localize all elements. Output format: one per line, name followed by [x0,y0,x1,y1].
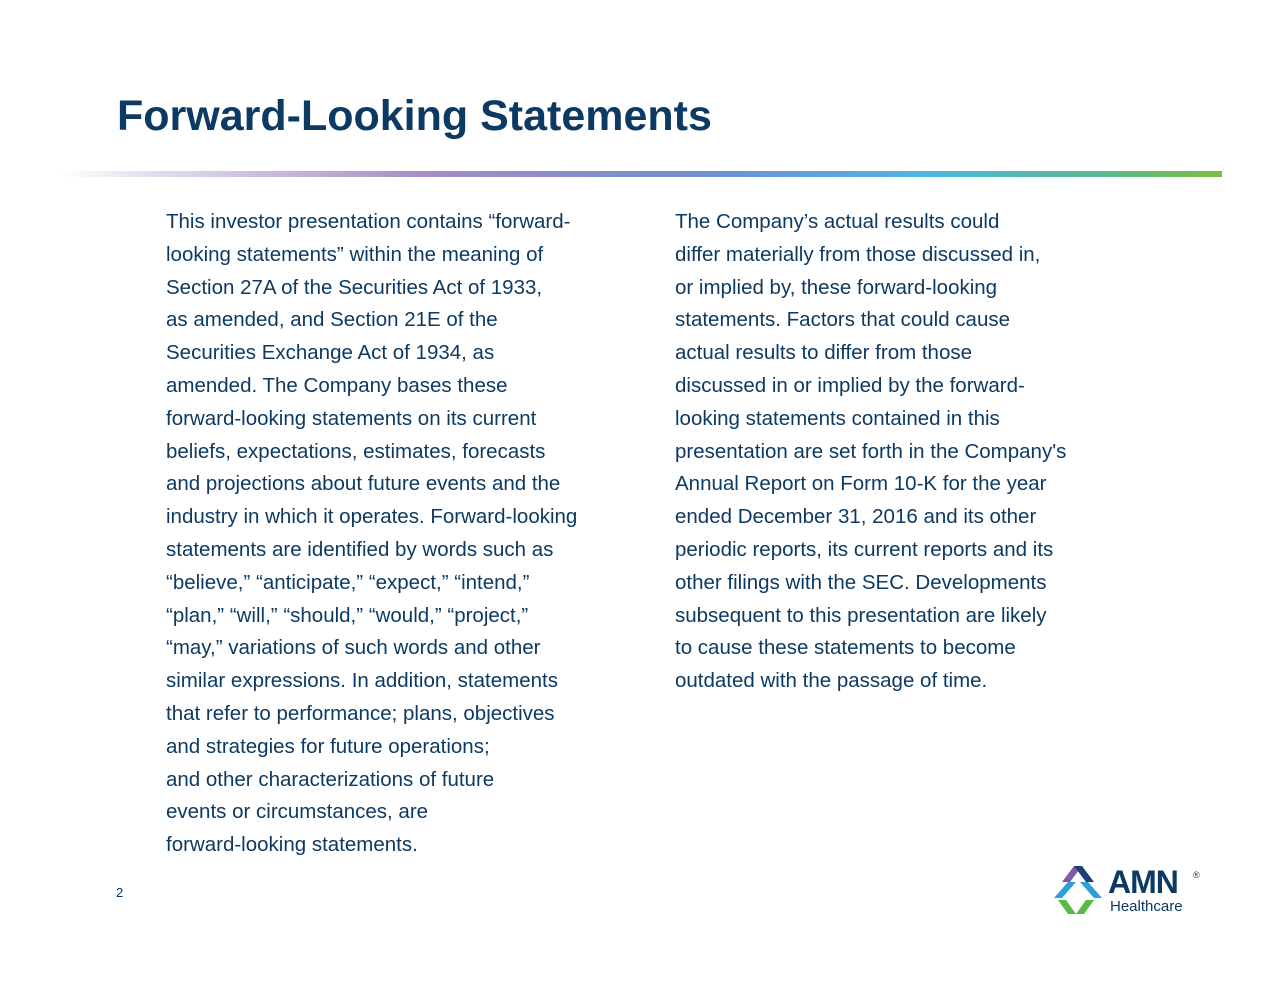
right-text-column [675,206,1125,698]
left-text-column [166,206,636,862]
text-line: ended December 31, 2016 and its other [675,505,1037,529]
text-line: and other characterizations of future [166,767,495,791]
text-line: differ materially from those discussed in, [675,242,1041,266]
text-line: discussed in or implied by the forward- [675,373,1025,397]
company-logo [1052,864,1212,920]
text-line: as amended, and Section 21E of the [166,308,498,332]
logo-wordmark: AMN [1108,864,1178,900]
text-line: other filings with the SEC. Developments [675,570,1047,594]
text-line: looking statements” within the meaning of [166,242,544,266]
text-line: industry in which it operates. Forward-looking [166,505,578,529]
text-line: The Company’s actual results could [675,210,1000,233]
text-line: forward-looking statements on its current [166,406,537,430]
page-number: 2 [116,885,124,900]
text-line: statements are identified by words such as [166,537,554,561]
text-line: subsequent to this presentation are likely [675,603,1047,627]
text-line: and strategies for future operations; [166,734,490,758]
text-line: and projections about future events and the [166,472,561,496]
text-line: events or circumstances, are [166,800,429,824]
gradient-divider [60,171,1222,177]
text-line: “plan,” “will,” “should,” “would,” “project,” [166,603,529,627]
text-line: “may,” variations of such words and other [166,636,541,660]
text-line: amended. The Company bases these [166,373,508,397]
text-line: beliefs, expectations, estimates, forecasts [166,439,546,463]
slide-title: Forward-Looking Statements [117,92,712,140]
text-line: forward-looking statements. [166,833,418,857]
text-line: or implied by, these forward-looking [675,275,998,299]
text-line: looking statements contained in this [675,406,1000,430]
text-line: similar expressions. In addition, statements [166,669,558,693]
text-line: Section 27A of the Securities Act of 1933, [166,275,543,299]
text-line: to cause these statements to become [675,636,1016,660]
text-line: This investor presentation contains “forward- [166,210,571,233]
text-line: actual results to differ from those [675,341,973,365]
amn-chevron-logo-icon [1052,864,1104,918]
text-line: that refer to performance; plans, objectives [166,701,555,725]
text-line: Securities Exchange Act of 1934, as [166,341,495,365]
text-line: statements. Factors that could cause [675,308,1010,332]
registered-mark: ® [1193,870,1200,880]
text-line: outdated with the passage of time. [675,669,988,693]
text-line: “believe,” “anticipate,” “expect,” “intend,” [166,570,530,594]
text-line: Annual Report on Form 10-K for the year [675,472,1047,496]
text-line: periodic reports, its current reports and its [675,537,1054,561]
text-line: presentation are set forth in the Company's [675,439,1067,463]
logo-tagline: Healthcare [1110,898,1183,915]
